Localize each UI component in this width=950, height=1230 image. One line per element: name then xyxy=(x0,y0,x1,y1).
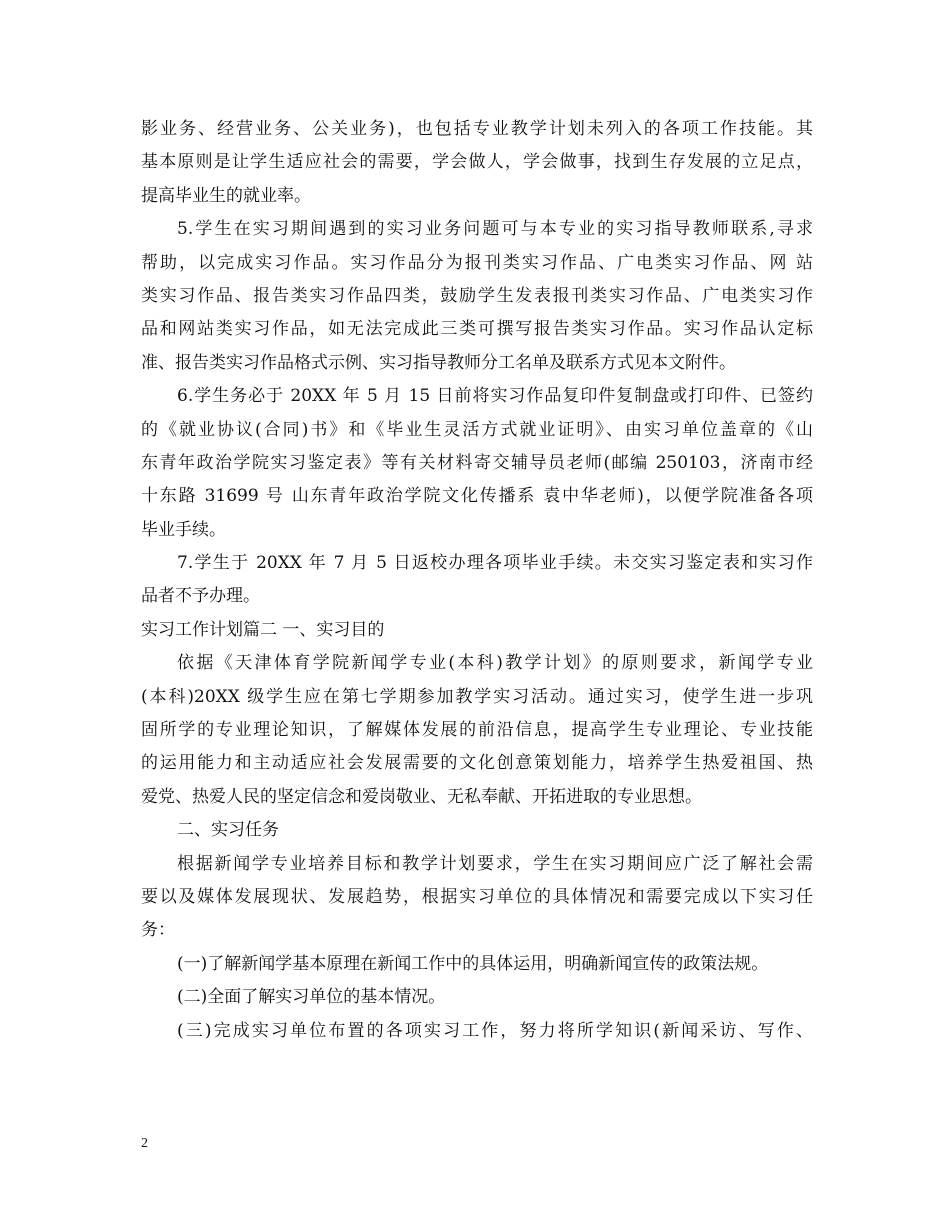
paragraph-7-start: 7.学生于 20XX 年 7 月 5 日返校办理各项毕业手续。未交实习鉴定表和实习作 xyxy=(177,553,813,574)
text-line: 影业务、经营业务、公关业务)，也包括专业教学计划未列入的各项工作技能。其 xyxy=(141,119,813,139)
text-line: 品和网站类实习作品，如无法完成此三类可撰写报告类实习作品。实习作品认定标 xyxy=(141,319,813,340)
task-item-1: (一)了解新闻学基本原理在新闻工作中的具体运用，明确新闻宣传的政策法规。 xyxy=(177,953,769,974)
text-line: 的《就业协议(合同)书》和《毕业生灵活方式就业证明》、由实习单位盖章的《山 xyxy=(141,419,813,440)
text-line: 类实习作品、报告类实习作品四类，鼓励学生发表报刊类实习作品、广电类实习作 xyxy=(141,285,813,306)
text-line: 的运用能力和主动适应社会发展需要的文化创意策划能力，培养学生热爱祖国、热 xyxy=(141,753,813,774)
task-item-3: (三)完成实习单位布置的各项实习工作，努力将所学知识(新闻采访、写作、 xyxy=(177,1020,813,1041)
task-item-2: (二)全面了解实习单位的基本情况。 xyxy=(177,987,446,1008)
text-line: 品者不予办理。 xyxy=(141,586,260,607)
text-line: 提高毕业生的就业率。 xyxy=(141,185,311,206)
text-line: (本科)20XX 级学生应在第七学期参加教学实习活动。通过实习，使学生进一步巩 xyxy=(141,686,813,707)
page-number: 2 xyxy=(141,1136,148,1151)
text-line: 固所学的专业理论知识，了解媒体发展的前沿信息，提高学生专业理论、专业技能 xyxy=(141,720,813,741)
purpose-paragraph-start: 依据《天津体育学院新闻学专业(本科)教学计划》的原则要求，新闻学专业 xyxy=(177,653,813,674)
document-body xyxy=(141,113,813,1048)
text-line: 要以及媒体发展现状、发展趋势，根据实习单位的具体情况和需要完成以下实习任 xyxy=(141,886,813,907)
text-line: 帮助，以完成实习作品。实习作品分为报刊类实习作品、广电类实习作品、网 站 xyxy=(141,252,813,273)
task-paragraph-start: 根据新闻学专业培养目标和教学计划要求，学生在实习期间应广泛了解社会需 xyxy=(177,853,813,874)
text-line: 毕业手续。 xyxy=(141,519,226,540)
paragraph-6-start: 6.学生务必于 20XX 年 5 月 15 日前将实习作品复印件复制盘或打印件、已签约 xyxy=(177,386,813,407)
text-line: 爱党、热爱人民的坚定信念和爱岗敬业、无私奉献、开拓进取的专业思想。 xyxy=(141,786,702,807)
text-line: 准、报告类实习作品格式示例、实习指导教师分工名单及联系方式见本文附件。 xyxy=(141,352,736,373)
text-line: 东青年政治学院实习鉴定表》等有关材料寄交辅导员老师(邮编 250103，济南市经 xyxy=(141,452,813,473)
subsection-heading: 二、实习任务 xyxy=(177,820,279,841)
paragraph-5-start: 5.学生在实习期间遇到的实习业务问题可与本专业的实习指导教师联系,寻求 xyxy=(177,219,813,240)
text-line: 十东路 31699 号 山东青年政治学院文化传播系 袁中华老师)，以便学院准备各项 xyxy=(141,486,813,507)
text-line: 基本原则是让学生适应社会的需要，学会做人，学会做事，找到生存发展的立足点， xyxy=(141,152,813,173)
text-line: 务： xyxy=(141,920,175,941)
section-heading: 实习工作计划篇二 一、实习目的 xyxy=(141,619,385,640)
